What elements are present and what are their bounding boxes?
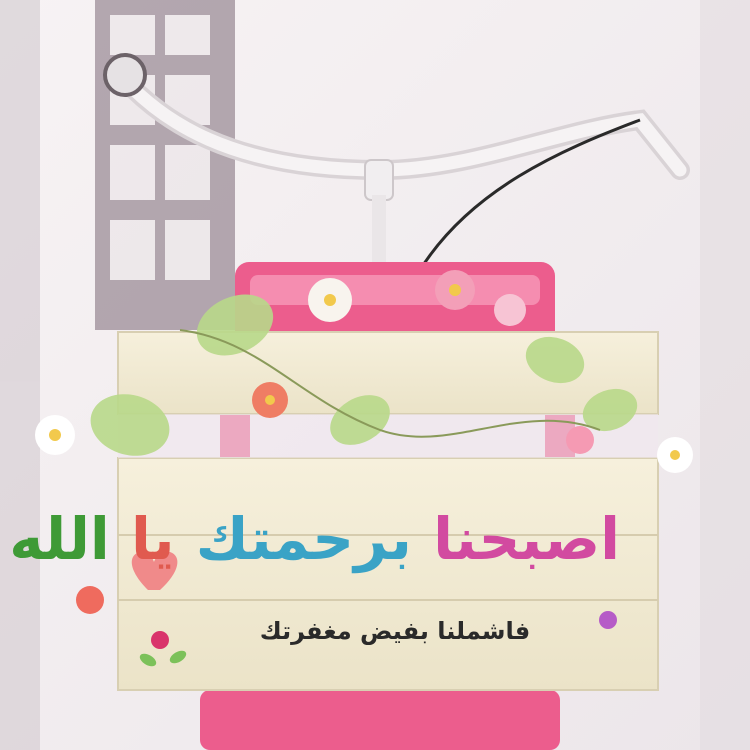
calligraphy-line-2: فاشملنا بفيض مغفرتك [259, 617, 531, 645]
bell-icon [105, 55, 145, 95]
word-asbahna: اصبحنا [433, 505, 620, 573]
calligraphy-line-1 [9, 505, 620, 573]
word-allah: الله [9, 505, 110, 573]
word-birahmatik: برحمتك [195, 505, 412, 573]
word-ya: يا [130, 505, 175, 573]
